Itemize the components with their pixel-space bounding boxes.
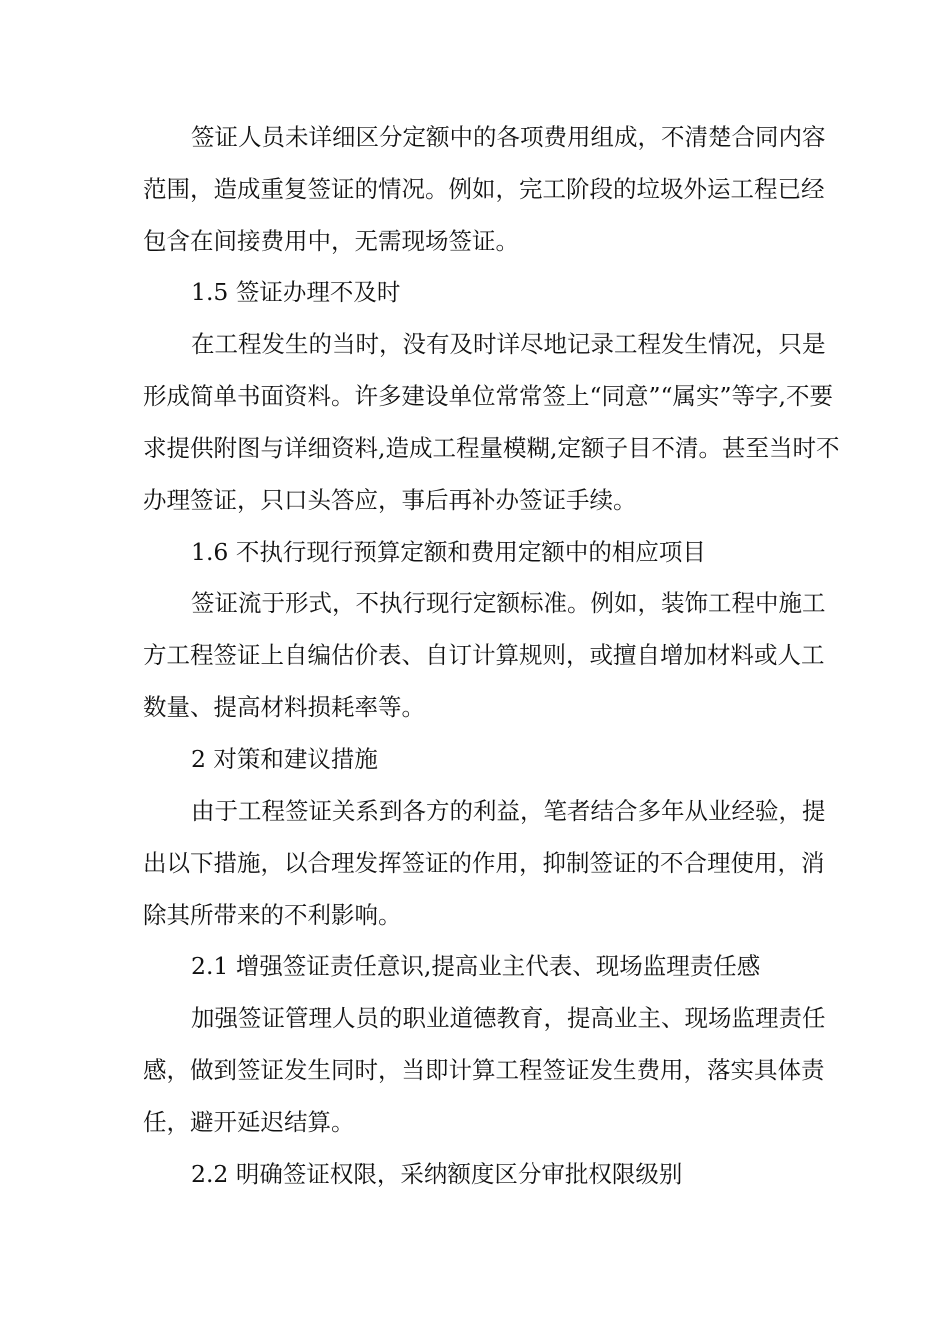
heading-1-5: 1.5 签证办理不及时 [191,278,401,306]
para-2-line-4: 办理签证，只口头答应，事后再补办签证手续。 [143,486,637,514]
para-2-line-3: 求提供附图与详细资料,造成工程量模糊,定额子目不清。甚至当时不 [143,434,840,462]
heading-1-6: 1.6 不执行现行预算定额和费用定额中的相应项目 [191,538,706,566]
para-1-line-2: 范围，造成重复签证的情况。例如，完工阶段的垃圾外运工程已经 [143,175,825,203]
para-5-line-3: 任，避开延迟结算。 [143,1108,355,1136]
para-1-line-3: 包含在间接费用中，无需现场签证。 [143,227,519,255]
para-3-line-2: 方工程签证上自编估价表、自订计算规则，或擅自增加材料或人工 [143,641,825,669]
para-2-line-1: 在工程发生的当时，没有及时详尽地记录工程发生情况，只是 [191,330,826,358]
heading-2-2: 2.2 明确签证权限，采纳额度区分审批权限级别 [191,1160,683,1188]
para-3-line-1: 签证流于形式，不执行现行定额标准。例如，装饰工程中施工 [191,589,826,617]
para-3-line-3: 数量、提高材料损耗率等。 [143,693,425,721]
para-4-line-3: 除其所带来的不利影响。 [143,901,402,929]
para-1-line-1: 签证人员未详细区分定额中的各项费用组成，不清楚合同内容 [191,123,826,151]
heading-2: 2 对策和建议措施 [191,745,378,773]
heading-2-1: 2.1 增强签证责任意识,提高业主代表、现场监理责任感 [191,952,761,980]
para-4-line-2: 出以下措施，以合理发挥签证的作用，抑制签证的不合理使用，消 [143,849,825,877]
para-4-line-1: 由于工程签证关系到各方的利益，笔者结合多年从业经验，提 [191,797,826,825]
para-2-line-2: 形成简单书面资料。许多建设单位常常签上“同意”“属实”等字,不要 [143,382,834,410]
para-5-line-1: 加强签证管理人员的职业道德教育，提高业主、现场监理责任 [191,1004,826,1032]
para-5-line-2: 感，做到签证发生同时，当即计算工程签证发生费用，落实具体责 [143,1056,825,1084]
